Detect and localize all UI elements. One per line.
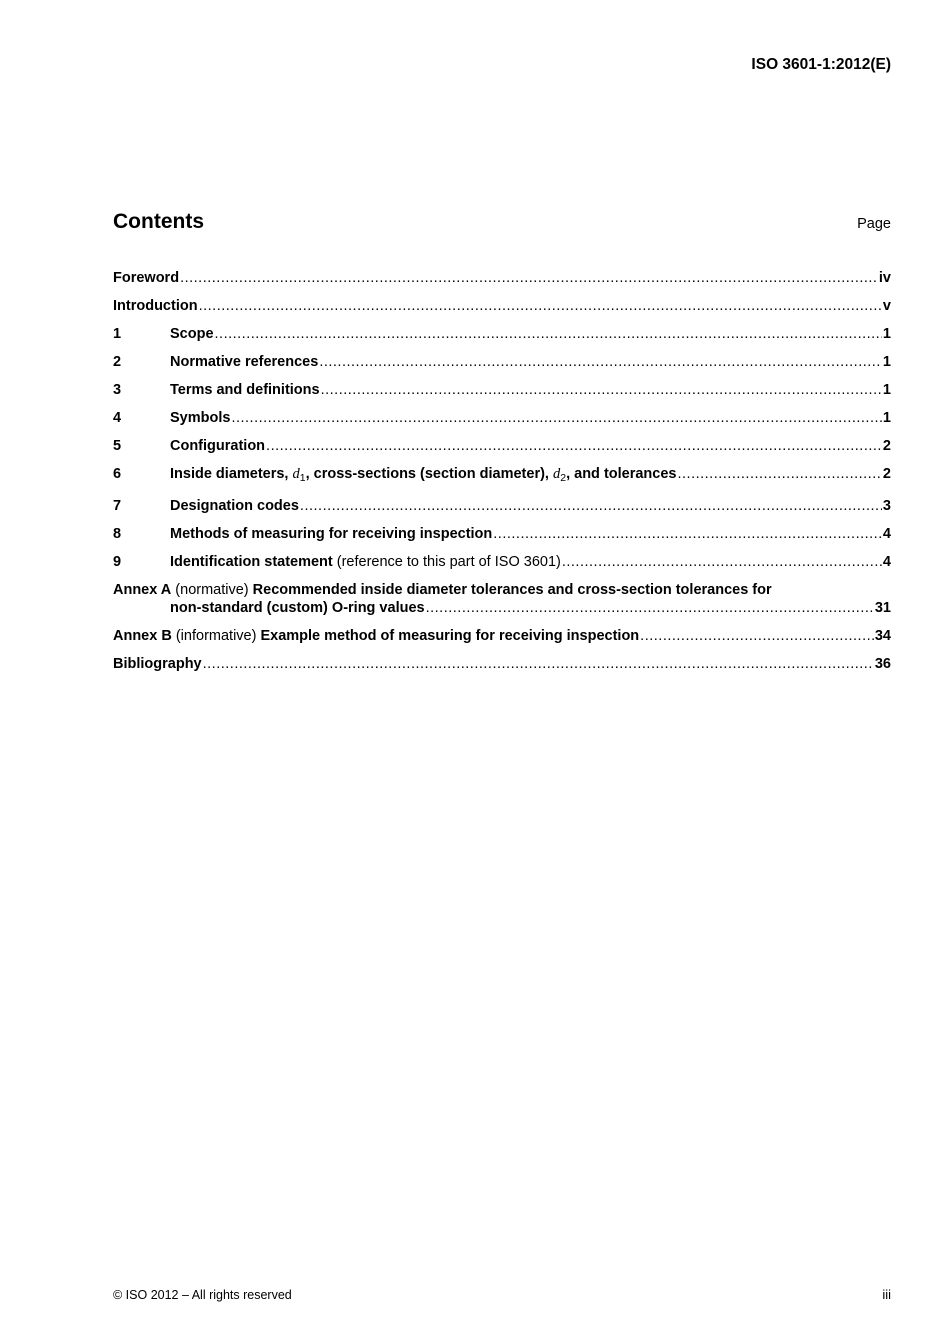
toc-entry-title: Symbols (170, 410, 231, 426)
document-id: ISO 3601-1:2012(E) (751, 56, 891, 73)
title-part: , and tolerances (566, 466, 677, 482)
title-part: Inside diameters, (170, 466, 293, 482)
toc-entry-title: Normative references (170, 354, 319, 370)
toc-entry-identification-statement[interactable] (113, 553, 891, 581)
copyright-notice: © ISO 2012 – All rights reserved (113, 1288, 292, 1302)
toc-entry-designation-codes[interactable] (113, 497, 891, 525)
page-number: iii (882, 1287, 891, 1302)
toc-entry-page: 1 (882, 382, 891, 398)
dot-leader (203, 655, 874, 673)
annex-title-line1: Recommended inside diameter tolerances and cross-section tolerances for (252, 582, 772, 598)
annex-type: (normative) (171, 582, 253, 598)
contents-title: Contents (113, 210, 204, 233)
toc-entry-page: v (882, 298, 891, 314)
annex-title-line2: non-standard (custom) O-ring values (170, 600, 425, 616)
toc-entry-page: 1 (882, 326, 891, 342)
toc-entry-page: iv (878, 270, 891, 286)
toc-entry-configuration[interactable] (113, 437, 891, 465)
toc-entry-title: Introduction (113, 298, 198, 314)
dot-leader (231, 409, 881, 427)
annex-a-line1 (113, 581, 891, 599)
page-column-label: Page (857, 216, 891, 232)
toc-entry-foreword[interactable] (113, 269, 891, 297)
dot-leader (215, 325, 882, 343)
toc-entry-page: 2 (882, 466, 891, 482)
toc-entry-bibliography[interactable] (113, 655, 891, 683)
annex-label: Annex A (113, 582, 172, 598)
toc-entry-normative-references[interactable] (113, 353, 891, 381)
dot-leader (677, 465, 881, 483)
toc-entry-annex-b[interactable] (113, 627, 891, 655)
toc-entry-title: Configuration (170, 438, 266, 454)
title-part: Identification statement (170, 554, 333, 570)
annex-label: Annex B (113, 628, 172, 644)
toc-entry-title (170, 553, 561, 571)
title-part: , cross-sections (section diameter), (305, 466, 553, 482)
toc-entry-scope[interactable] (113, 325, 891, 353)
toc-entry-symbols[interactable] (113, 409, 891, 437)
symbol-d: d (552, 466, 561, 482)
toc-entry-number: 7 (113, 498, 122, 514)
dot-leader (180, 269, 878, 287)
toc-entry-title (113, 627, 639, 645)
toc-entry-page: 1 (882, 410, 891, 426)
dot-leader (562, 553, 882, 571)
dot-leader (199, 297, 882, 315)
title-note: (reference to this part of ISO 3601) (332, 554, 561, 570)
annex-a-line2 (113, 599, 891, 617)
toc-entry-page: 3 (882, 498, 891, 514)
toc-entry-page: 36 (874, 656, 891, 672)
toc-entry-title: Scope (170, 326, 214, 342)
symbol-d: d (292, 466, 300, 482)
toc-entry-introduction[interactable] (113, 297, 891, 325)
subscript: 2 (560, 472, 567, 484)
toc-entry-number: 1 (113, 326, 122, 342)
toc-entry-number: 3 (113, 382, 122, 398)
toc-entry-number: 4 (113, 410, 122, 426)
toc-entry-terms-definitions[interactable] (113, 381, 891, 409)
annex-type: (informative) (171, 628, 261, 644)
toc-entry-number: 9 (113, 554, 122, 570)
dot-leader (640, 627, 874, 645)
toc-entry-title: Foreword (113, 270, 180, 286)
toc-entry-title (170, 465, 676, 484)
toc-entry-page: 4 (882, 526, 891, 542)
toc-entry-page: 34 (874, 628, 891, 644)
toc-entry-page: 1 (882, 354, 891, 370)
toc-entry-title: Bibliography (113, 656, 202, 672)
toc-entry-page: 2 (882, 438, 891, 454)
subscript: 1 (299, 472, 306, 484)
dot-leader (493, 525, 882, 543)
toc-entry-number: 2 (113, 354, 122, 370)
dot-leader (266, 437, 882, 455)
table-of-contents (113, 269, 891, 683)
dot-leader (426, 599, 874, 617)
toc-entry-page: 4 (882, 554, 891, 570)
dot-leader (321, 381, 882, 399)
toc-entry-title: Designation codes (170, 498, 299, 514)
dot-leader (300, 497, 882, 515)
toc-entry-number: 6 (113, 466, 122, 482)
toc-entry-inside-diameters[interactable] (113, 465, 891, 497)
dot-leader (319, 353, 882, 371)
toc-entry-title: Terms and definitions (170, 382, 320, 398)
toc-entry-methods-measuring[interactable] (113, 525, 891, 553)
toc-entry-page: 31 (874, 600, 891, 616)
toc-entry-annex-a[interactable] (113, 581, 891, 617)
toc-entry-number: 5 (113, 438, 122, 454)
toc-entry-title: Methods of measuring for receiving inspection (170, 526, 493, 542)
toc-entry-number: 8 (113, 526, 122, 542)
annex-title: Example method of measuring for receiving inspection (260, 628, 640, 644)
